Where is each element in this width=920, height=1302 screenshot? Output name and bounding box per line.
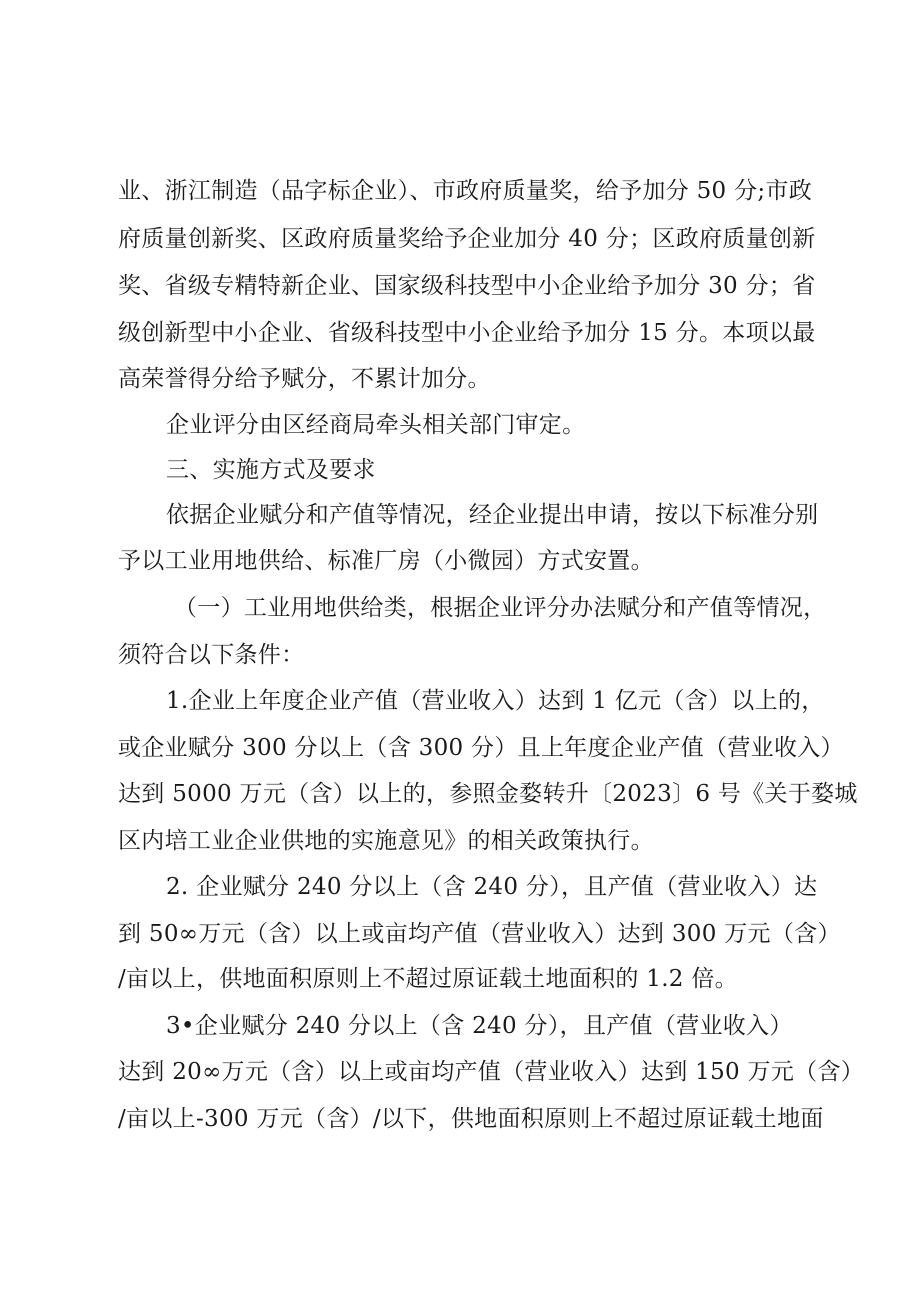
paragraph-line: 级创新型中小企业、省级科技型中小企业给予加分 15 分。本项以最 [118,320,816,346]
paragraph-line: 须符合以下条件： [118,642,305,668]
list-item-line: /亩以上-300 万元（含）/以下，供地面积原则上不超过原证载土地面 [118,1106,824,1132]
paragraph-line: 奖、省级专精特新企业、国家级科技型中小企业给予加分 30 分；省 [118,273,816,299]
paragraph-line: 府质量创新奖、区政府质量奖给予企业加分 40 分；区政府质量创新 [118,226,816,252]
section-heading: 三、实施方式及要求 [166,457,376,483]
paragraph-line: 业、浙江制造（品字标企业）、市政府质量奖，给予加分 50 分;市政 [118,178,813,204]
list-item-line: 1.企业上年度企业产值（营业收入）达到 1 亿元（含）以上的， [166,688,825,714]
subsection-heading: （一）工业用地供给类，根据企业评分办法赋分和产值等情况， [174,595,827,621]
paragraph-line: 依据企业赋分和产值等情况，经企业提出申请，按以下标准分别 [166,502,819,528]
list-item-line: /亩以上，供地面积原则上不超过原证载土地面积的 1.2 倍。 [118,966,738,992]
list-item-line: 区内培工业企业供地的实施意见》的相关政策执行。 [118,828,654,854]
paragraph-line: 予以工业用地供给、标准厂房（小微园）方式安置。 [118,548,654,574]
paragraph-line: 高荣誉得分给予赋分，不累计加分。 [118,366,491,392]
list-item-line: 达到 5000 万元（含）以上的，参照金婺转升〔2023〕6 号《关于婺城 [118,781,858,807]
list-item-line: 达到 20∞万元（含）以上或亩均产值（营业收入）达到 150 万元（含） [118,1059,865,1085]
list-item-line: 或企业赋分 300 分以上（含 300 分）且上年度企业产值（营业收入） [118,735,844,761]
list-item-line: 2. 企业赋分 240 分以上（含 240 分），且产值（营业收入）达 [166,874,818,900]
paragraph-line: 企业评分由区经商局牵头相关部门审定。 [166,412,586,438]
list-item-line: 到 50∞万元（含）以上或亩均产值（营业收入）达到 300 万元（含） [118,921,841,947]
list-item-line: 3•企业赋分 240 分以上（含 240 分），且产值（营业收入） [166,1013,793,1039]
